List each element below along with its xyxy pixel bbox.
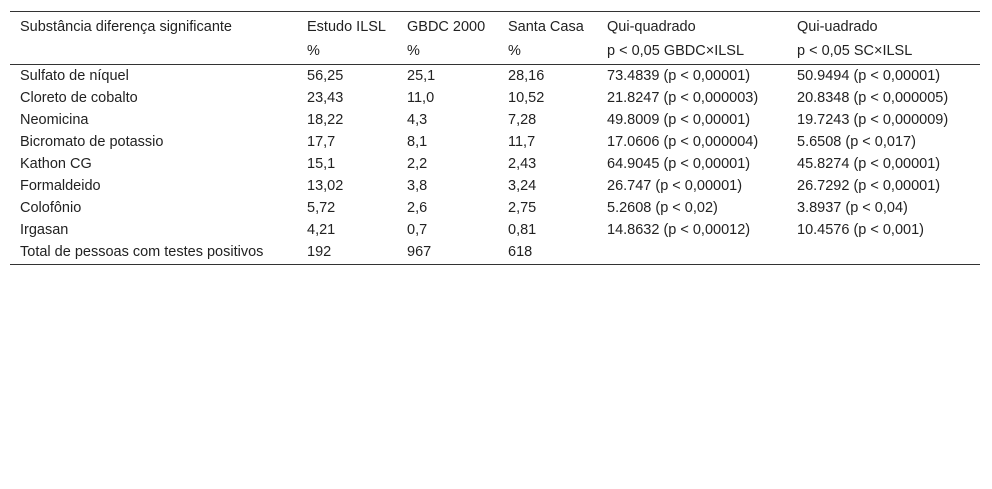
cell-chi-square-sc: 45.8274 (p < 0,00001): [797, 156, 941, 172]
cell-santa-casa: 2,43: [508, 156, 537, 172]
cell-ilsl: 17,7: [307, 134, 336, 150]
table-row: [10, 132, 980, 154]
cell-gbdc: 0,7: [407, 222, 428, 238]
cell-ilsl: 15,1: [307, 156, 336, 172]
cell-ilsl: 4,21: [307, 222, 336, 238]
cell-chi-square-gbdc: 5.2608 (p < 0,02): [607, 200, 718, 216]
table-row: [10, 242, 980, 265]
cell-gbdc: 8,1: [407, 134, 428, 150]
subheader-santa-casa: %: [508, 43, 521, 59]
cell-chi-square-sc: 26.7292 (p < 0,00001): [797, 178, 941, 194]
cell-chi-square-gbdc: 49.8009 (p < 0,00001): [607, 112, 751, 128]
cell-chi-square-gbdc: 64.9045 (p < 0,00001): [607, 156, 751, 172]
cell-ilsl: 18,22: [307, 112, 344, 128]
table-body: [10, 65, 980, 265]
cell-gbdc: 2,2: [407, 156, 428, 172]
cell-chi-square-gbdc: 21.8247 (p < 0,000003): [607, 90, 759, 106]
cell-chi-square-sc: 5.6508 (p < 0,017): [797, 134, 916, 150]
cell-substance: Kathon CG: [20, 156, 92, 172]
header-chi-square-sc: Qui-uadrado: [797, 19, 878, 35]
cell-chi-square-gbdc: 14.8632 (p < 0,00012): [607, 222, 751, 238]
results-table: [10, 11, 980, 265]
cell-chi-square-sc: [787, 242, 980, 265]
cell-gbdc: 967: [407, 244, 432, 260]
header-row: [10, 12, 980, 42]
cell-ilsl: 13,02: [307, 178, 344, 194]
header-ilsl: Estudo ILSL: [307, 19, 386, 35]
cell-chi-square-sc: 50.9494 (p < 0,00001): [797, 68, 941, 84]
header-chi-square-gbdc: Qui-quadrado: [607, 19, 696, 35]
header-gbdc: GBDC 2000: [407, 19, 486, 35]
cell-substance: Total de pessoas com testes positivos: [20, 244, 264, 260]
table-row: [10, 176, 980, 198]
table-header: [10, 12, 980, 65]
table-row: [10, 88, 980, 110]
cell-substance: Neomicina: [20, 112, 89, 128]
table-row: [10, 220, 980, 242]
cell-chi-square-gbdc: [597, 242, 787, 265]
table-row: [10, 110, 980, 132]
table-row: [10, 198, 980, 220]
cell-substance: Irgasan: [20, 222, 69, 238]
cell-santa-casa: 0,81: [508, 222, 537, 238]
subheader-chi-square-gbdc: p < 0,05 GBDC×ILSL: [607, 43, 745, 59]
cell-substance: Colofônio: [20, 200, 82, 216]
subheader-substance: [10, 41, 297, 65]
cell-santa-casa: 28,16: [508, 68, 545, 84]
cell-ilsl: 23,43: [307, 90, 344, 106]
cell-santa-casa: 11,7: [508, 134, 536, 150]
subheader-row: [10, 41, 980, 65]
table-row: [10, 65, 980, 89]
cell-gbdc: 11,0: [407, 90, 435, 106]
cell-chi-square-sc: 20.8348 (p < 0,000005): [797, 90, 949, 106]
cell-santa-casa: 3,24: [508, 178, 537, 194]
table-row: [10, 154, 980, 176]
cell-ilsl: 56,25: [307, 68, 344, 84]
cell-chi-square-sc: 19.7243 (p < 0,000009): [797, 112, 949, 128]
cell-gbdc: 3,8: [407, 178, 428, 194]
cell-chi-square-sc: 3.8937 (p < 0,04): [797, 200, 908, 216]
cell-substance: Formaldeido: [20, 178, 101, 194]
cell-substance: Sulfato de níquel: [20, 68, 129, 84]
cell-santa-casa: 7,28: [508, 112, 537, 128]
header-substance: Substância diferença significante: [20, 19, 232, 35]
cell-substance: Cloreto de cobalto: [20, 90, 138, 106]
cell-ilsl: 5,72: [307, 200, 336, 216]
cell-gbdc: 2,6: [407, 200, 428, 216]
cell-gbdc: 25,1: [407, 68, 436, 84]
cell-chi-square-gbdc: 17.0606 (p < 0,000004): [607, 134, 759, 150]
cell-santa-casa: 10,52: [508, 90, 545, 106]
header-santa-casa: Santa Casa: [508, 19, 584, 35]
subheader-ilsl: %: [307, 43, 320, 59]
cell-santa-casa: 618: [508, 244, 533, 260]
subheader-gbdc: %: [407, 43, 420, 59]
cell-santa-casa: 2,75: [508, 200, 537, 216]
subheader-chi-square-sc: p < 0,05 SC×ILSL: [797, 43, 913, 59]
cell-ilsl: 192: [307, 244, 332, 260]
cell-chi-square-sc: 10.4576 (p < 0,001): [797, 222, 924, 238]
cell-gbdc: 4,3: [407, 112, 428, 128]
cell-chi-square-gbdc: 26.747 (p < 0,00001): [607, 178, 743, 194]
cell-substance: Bicromato de potassio: [20, 134, 164, 150]
cell-chi-square-gbdc: 73.4839 (p < 0,00001): [607, 68, 751, 84]
